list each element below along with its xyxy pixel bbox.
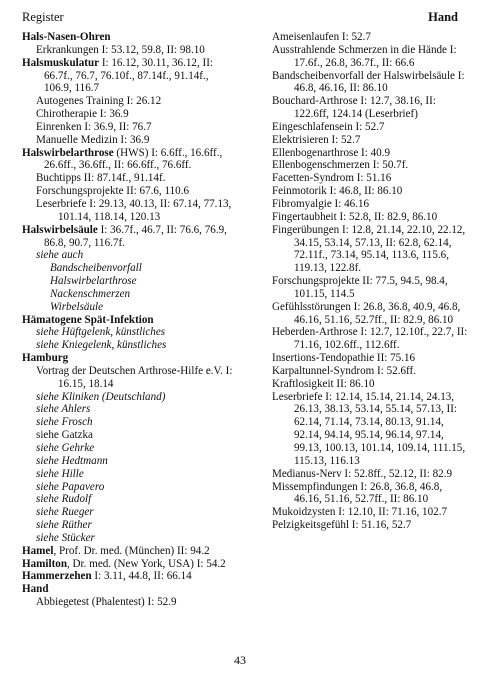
index-term: Halswirbelarthrose: [22, 146, 114, 159]
running-head-left: Register: [22, 10, 64, 24]
index-locators: Pelzigkeitsgefühl I: 51.16, 52.7: [272, 519, 412, 532]
index-locators: siehe Rüther: [36, 519, 92, 532]
index-locators: Gefühlsstörungen I: 26.8, 36.8, 40.9, 46.8, 46.16, 51.16, 52.7ff., II: 82.9, 86.10: [272, 300, 461, 326]
index-subentry: [22, 288, 236, 301]
index-subentry: [22, 326, 236, 339]
index-locators: I: 3.11, 44.8, II: 66.14: [91, 570, 192, 583]
index-locators: Chirotherapie I: 36.9: [36, 108, 129, 121]
index-subentry: [22, 519, 236, 532]
index-locators: Facetten-Syndrom I: 51.16: [272, 172, 392, 185]
index-locators: siehe Rueger: [36, 506, 94, 519]
index-subentry: [22, 95, 236, 108]
index-locators: , Dr. med. (New York, USA) I: 54.2: [67, 557, 226, 570]
index-locators: Nackenschmerzen: [50, 287, 131, 300]
index-term: Hämatogene Spät-Infektion: [22, 313, 154, 326]
index-subentry: [258, 506, 472, 519]
index-locators: Forschungsprojekte II: 67.6, 110.6: [36, 185, 190, 198]
index-column-left: [22, 31, 236, 609]
index-subentry: [22, 493, 236, 506]
index-subentry: [258, 147, 472, 160]
index-locators: (HWS) I: 6.6ff., 16.6ff., 26.6ff., 36.6ff., II: 66.6ff., 76.6ff.: [44, 146, 223, 172]
index-subentry: [22, 198, 236, 224]
index-subentry: [22, 339, 236, 352]
index-locators: Erkrankungen I: 53.12, 59.8, II: 98.10: [36, 43, 205, 56]
index-term: Hals-Nasen-Ohren: [22, 31, 111, 43]
index-term: Hand: [22, 583, 49, 596]
index-subentry: [258, 198, 472, 211]
index-subentry: [22, 468, 236, 481]
index-locators: Bandscheibenvorfall der Halswirbelsäule I: 46.8, 46.16, II: 86.10: [272, 69, 465, 95]
index-subentry: [22, 134, 236, 147]
index-subentry: [22, 481, 236, 494]
index-subentry: [22, 365, 236, 391]
index-locators: siehe Kliniken (Deutschland): [36, 390, 166, 403]
index-subentry: [22, 442, 236, 455]
index-locators: siehe Rudolf: [36, 493, 92, 506]
index-locators: siehe auch: [36, 249, 84, 262]
index-subentry: [258, 121, 472, 134]
index-subentry: [258, 468, 472, 481]
index-subentry: [22, 455, 236, 468]
index-term: Hamilton: [22, 557, 67, 570]
index-subentry: [22, 416, 236, 429]
index-locators: siehe Kniegelenk, künstliches: [36, 339, 167, 352]
index-locators: Vortrag der Deutschen Arthrose-Hilfe e.V. I: 16.15, 18.14: [36, 364, 233, 390]
index-locators: siehe Gehrke: [36, 442, 95, 454]
index-subentry: [22, 262, 236, 275]
index-heading: [22, 570, 236, 583]
index-heading: [22, 352, 236, 365]
index-locators: I: 16.12, 30.11, 36.12, II: 66.7f., 76.7, 76.10f., 87.14f., 91.14f., 106.9, 116.7: [44, 56, 213, 95]
index-subentry: [22, 249, 236, 262]
index-heading: [22, 314, 236, 327]
index-locators: Missempfindungen I: 26.8, 36.8, 46.8, 46.16, 51.16, 52.7ff., II: 86.10: [272, 480, 443, 506]
index-locators: Mukoidzysten I: 12.10, II: 71.16, 102.7: [272, 506, 448, 519]
index-subentry: [22, 506, 236, 519]
index-column-right: [258, 31, 472, 532]
index-locators: Abbiegetest (Phalentest) I: 52.9: [36, 596, 177, 609]
index-locators: Heberden-Arthrose I: 12.7, 12.10f., 22.7, II: 71.16, 102.6ff., 112.6ff.: [272, 326, 468, 352]
index-subentry: [22, 275, 236, 288]
index-locators: Manuelle Medizin I: 36.9: [36, 133, 150, 146]
index-locators: Bouchard-Arthrose I: 12.7, 38.16, II: 122.6ff, 124.14 (Leserbrief): [272, 95, 436, 121]
index-subentry: [22, 108, 236, 121]
index-locators: Karpaltunnel-Syndrom I: 52.6ff.: [272, 364, 416, 377]
index-subentry: [258, 326, 472, 352]
index-term: Halsmuskulatur: [22, 56, 100, 69]
index-locators: Feinmotorik I: 46.8, II: 86.10: [272, 185, 403, 198]
index-locators: siehe Frosch: [36, 416, 93, 429]
index-locators: Fingerübungen I: 12.8, 21.14, 22.10, 22.12, 34.15, 53.14, 57.13, II: 62.8, 62.14, 72.11f., 73.14, 95.14, 113.6, 115.6, 119.13, 122.8f.: [272, 223, 466, 275]
index-term: Hamburg: [22, 352, 69, 365]
index-locators: Buchtipps II: 87.14f., 91.14f.: [36, 172, 166, 185]
index-locators: Wirbelsäule: [50, 300, 103, 313]
index-locators: Ausstrahlende Schmerzen in die Hände I: 17.6f., 26.8, 36.7f., II: 66.6: [272, 43, 457, 69]
index-subentry: [22, 301, 236, 314]
index-locators: Fibromyalgie I: 46.16: [272, 197, 370, 210]
index-locators: Fingertaubheit I: 52.8, II: 82.9, 86.10: [272, 210, 438, 223]
index-heading: [22, 147, 236, 173]
index-subentry: [22, 391, 236, 404]
index-subentry: [22, 185, 236, 198]
index-subentry: [258, 275, 472, 301]
index-subentry: [258, 365, 472, 378]
index-subentry: [258, 134, 472, 147]
index-subentry: [22, 44, 236, 57]
index-heading: [22, 583, 236, 596]
index-heading: [22, 224, 236, 250]
index-subentry: [258, 44, 472, 70]
index-heading: [22, 558, 236, 571]
index-subentry: [258, 172, 472, 185]
index-subentry: [258, 519, 472, 532]
page-number: 43: [234, 653, 246, 667]
index-locators: Eingeschlafensein I: 52.7: [272, 120, 385, 133]
index-locators: Medianus-Nerv I: 52.8ff., 52.12, II: 82.9: [272, 467, 453, 480]
index-locators: Kraftlosigkeit II: 86.10: [272, 377, 375, 390]
index-subentry: [258, 159, 472, 172]
index-subentry: [258, 185, 472, 198]
index-locators: siehe Hille: [36, 467, 84, 480]
index-locators: Forschungsprojekte II: 77.5, 94.5, 98.4, 101.15, 114.5: [272, 275, 448, 300]
index-locators: Bandscheibenvorfall: [50, 262, 142, 275]
index-term: Halswirbelsäule: [22, 223, 98, 236]
index-subentry: [258, 481, 472, 507]
index-subentry: [22, 121, 236, 134]
index-locators: siehe Gatzka: [36, 429, 93, 442]
index-locators: , Prof. Dr. med. (München) II: 94.2: [53, 544, 210, 557]
index-locators: siehe Hüftgelenk, künstliches: [36, 326, 166, 339]
running-head: [22, 10, 458, 25]
index-subentry: [258, 301, 472, 327]
index-locators: siehe Ahlers: [36, 403, 91, 416]
index-locators: siehe Stücker: [36, 531, 95, 544]
index-locators: Autogenes Training I: 26.12: [36, 95, 162, 108]
index-locators: Leserbriefe I: 29.13, 40.13, II: 67.14, 77.13, 101.14, 118.14, 120.13: [36, 197, 232, 223]
index-subentry: [258, 70, 472, 96]
index-subentry: [258, 211, 472, 224]
index-subentry: [258, 224, 472, 275]
index-subentry: [22, 596, 236, 609]
index-subentry: [258, 95, 472, 121]
index-locators: siehe Hedtmann: [36, 454, 108, 467]
index-subentry: [258, 391, 472, 468]
index-subentry: [258, 378, 472, 391]
index-subentry: [22, 172, 236, 185]
index-subentry: [258, 352, 472, 365]
index-subentry: [22, 403, 236, 416]
index-locators: Insertions-Tendopathie II: 75.16: [272, 352, 416, 365]
index-locators: Ellenbogenarthrose I: 40.9: [272, 146, 390, 159]
index-locators: Einrenken I: 36.9, II: 76.7: [36, 120, 152, 133]
index-term: Hammerzehen: [22, 570, 92, 583]
index-subentry: [22, 532, 236, 545]
index-locators: Halswirbelarthrose: [50, 275, 137, 288]
index-heading: [22, 31, 236, 44]
index-locators: Ellenbogenschmerzen I: 50.7f.: [272, 159, 409, 172]
index-locators: Ameisenlaufen I: 52.7: [272, 31, 371, 43]
index-locators: Elektrisieren I: 52.7: [272, 133, 361, 146]
index-locators: Leserbriefe I: 12.14, 15.14, 21.14, 24.13, 26.13, 38.13, 53.14, 55.14, 57.13, II: 62.14, 71.14, 73.14, 80.13, 91.14, 92.14, 94.14, 95.14, 96.14, 97.14, 99.13, 100.13, 101.14, 109.14, 111.15, 115.13, 116.13: [272, 390, 466, 467]
index-heading: [22, 57, 236, 96]
running-head-right: Hand: [428, 10, 458, 24]
index-term: Hamel: [22, 544, 54, 557]
index-locators: siehe Papavero: [36, 480, 105, 493]
index-subentry: [22, 429, 236, 442]
index-locators: I: 36.7f., 46.7, II: 76.6, 76.9, 86.8, 90.7, 116.7f.: [44, 223, 227, 249]
index-heading: [22, 545, 236, 558]
index-subentry: [258, 31, 472, 44]
